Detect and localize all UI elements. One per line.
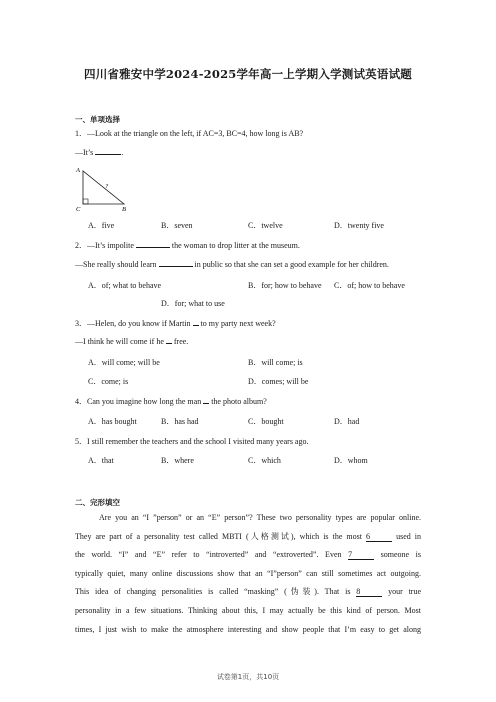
q4-option-a[interactable]: A．has bought [88,417,137,426]
passage-line-5 [75,583,421,602]
passage-line-5-part-a: This idea of changing personalities is called “masking” (伪装). That is [75,587,351,597]
q1-reply-prefix: —It’s [75,148,94,157]
q3-blank-1[interactable] [193,325,199,326]
hypotenuse-question-mark: ? [105,183,109,190]
q1-blank[interactable] [95,154,121,155]
vertex-label-a: A [76,167,80,174]
q2-option-d[interactable]: D．for; what to use [161,299,225,308]
page-title: 四川省雅安中学2024-2025学年高一上学期入学测试英语试题 [84,67,412,81]
q3-line-2-part-b: free. [173,337,189,346]
q2-line-2-part-b: in public so that she can set a good example for her children. [194,260,389,269]
q1-option-c[interactable]: C．twelve [248,221,283,230]
vertex-label-c: C [76,206,81,213]
section-heading-cloze: 二、完形填空 [75,498,120,507]
q2-blank-1[interactable] [136,247,170,248]
q3-option-c[interactable]: C．come; is [88,377,129,386]
q4-option-b[interactable]: B．has had [161,417,199,426]
cloze-blank-8[interactable]: 8 [356,588,382,597]
q4-line-part-b: the photo album? [211,397,267,406]
q3-option-b[interactable]: B．will come; is [248,358,303,367]
q3-option-d[interactable]: D．comes; will be [248,377,309,386]
q3-option-a[interactable]: A．will come; will be [88,358,160,367]
q5-line: 5．I still remember the teachers and the school I visited many years ago. [75,437,309,446]
page-footer: 试卷第1页，共10页 [216,673,280,681]
q2-option-a[interactable]: A．of; what to behave [88,281,162,290]
passage-line-2-part-b: used in [396,531,422,541]
q4-option-c[interactable]: C．bought [248,417,284,426]
q3-line-1 [75,318,276,329]
q2-option-c[interactable]: C．of; how to behave [334,281,405,290]
triangle-shape [83,171,124,204]
passage-line-3 [75,546,421,565]
q4-blank[interactable] [203,403,209,404]
passage-line-3-part-b: someone is [380,550,422,560]
q2-option-b[interactable]: B．for; how to behave [248,281,322,290]
cloze-blank-7[interactable]: 7 [348,551,374,560]
q3-line-2-part-a: —I think he will come if he [75,337,164,346]
cloze-passage [75,509,421,639]
passage-line-2-part-a: They are part of a personality test called MBTI (人格测试), which is the most [75,531,362,541]
q2-line-1-part-b: the woman to drop litter at the museum. [171,241,300,250]
q5-option-d[interactable]: D．whom [334,456,368,465]
q1-reply [75,148,123,157]
q4-line [75,396,267,407]
triangle-figure [72,164,134,214]
passage-line-5-part-b: your true [388,587,422,597]
passage-line-4: typically quiet, many online discussions show that an “I”person” can still sometimes act outgoing. [75,568,421,578]
right-angle-mark [83,199,88,204]
passage-line-6: personality in a few situations. Thinking about this, I may actually be this kind of person. Most [75,605,421,615]
q2-line-2-part-a: —She really should learn [75,260,157,269]
q3-line-1-part-b: to my party next week? [200,319,276,328]
cloze-blank-6[interactable]: 6 [366,533,392,542]
q2-blank-2[interactable] [159,266,193,267]
q1-option-d[interactable]: D．twenty five [334,221,384,230]
section-heading-single-choice: 一、单项选择 [75,115,120,124]
q1-reply-suffix: . [121,148,124,157]
q3-blank-2[interactable] [166,343,172,344]
q4-option-d[interactable]: D．had [334,417,360,426]
q4-line-part-a: 4．Can you imagine how long the man [75,397,202,406]
passage-line-7: times, I just wish to make the atmosphere interesting and show people that I’m easy to get along [75,624,421,634]
q1-option-a[interactable]: A．five [88,221,115,230]
q2-line-2 [75,260,389,269]
passage-line-2 [75,528,421,547]
q5-option-c[interactable]: C．which [248,456,281,465]
q1-stem: 1．—Look at the triangle on the left, if AC=3, BC=4, how long is AB? [75,129,304,138]
q1-option-b[interactable]: B．seven [161,221,193,230]
vertex-label-b: B [122,206,126,213]
q2-line-1-part-a: 2．—It’s impolite [75,241,134,250]
q5-option-a[interactable]: A．that [88,456,114,465]
q3-line-2 [75,337,188,346]
q5-option-b[interactable]: B．where [161,456,194,465]
passage-line-3-part-a: the world. “I” and “E” refer to “introverted” and “extroverted”. Even [75,550,342,560]
q3-line-1-part-a: 3．—Helen, do you know if Martin [75,319,191,328]
q2-line-1 [75,240,300,251]
passage-line-1: Are you an “I ”person” or an “E” person”? These two personality types are popular online. [99,513,421,522]
